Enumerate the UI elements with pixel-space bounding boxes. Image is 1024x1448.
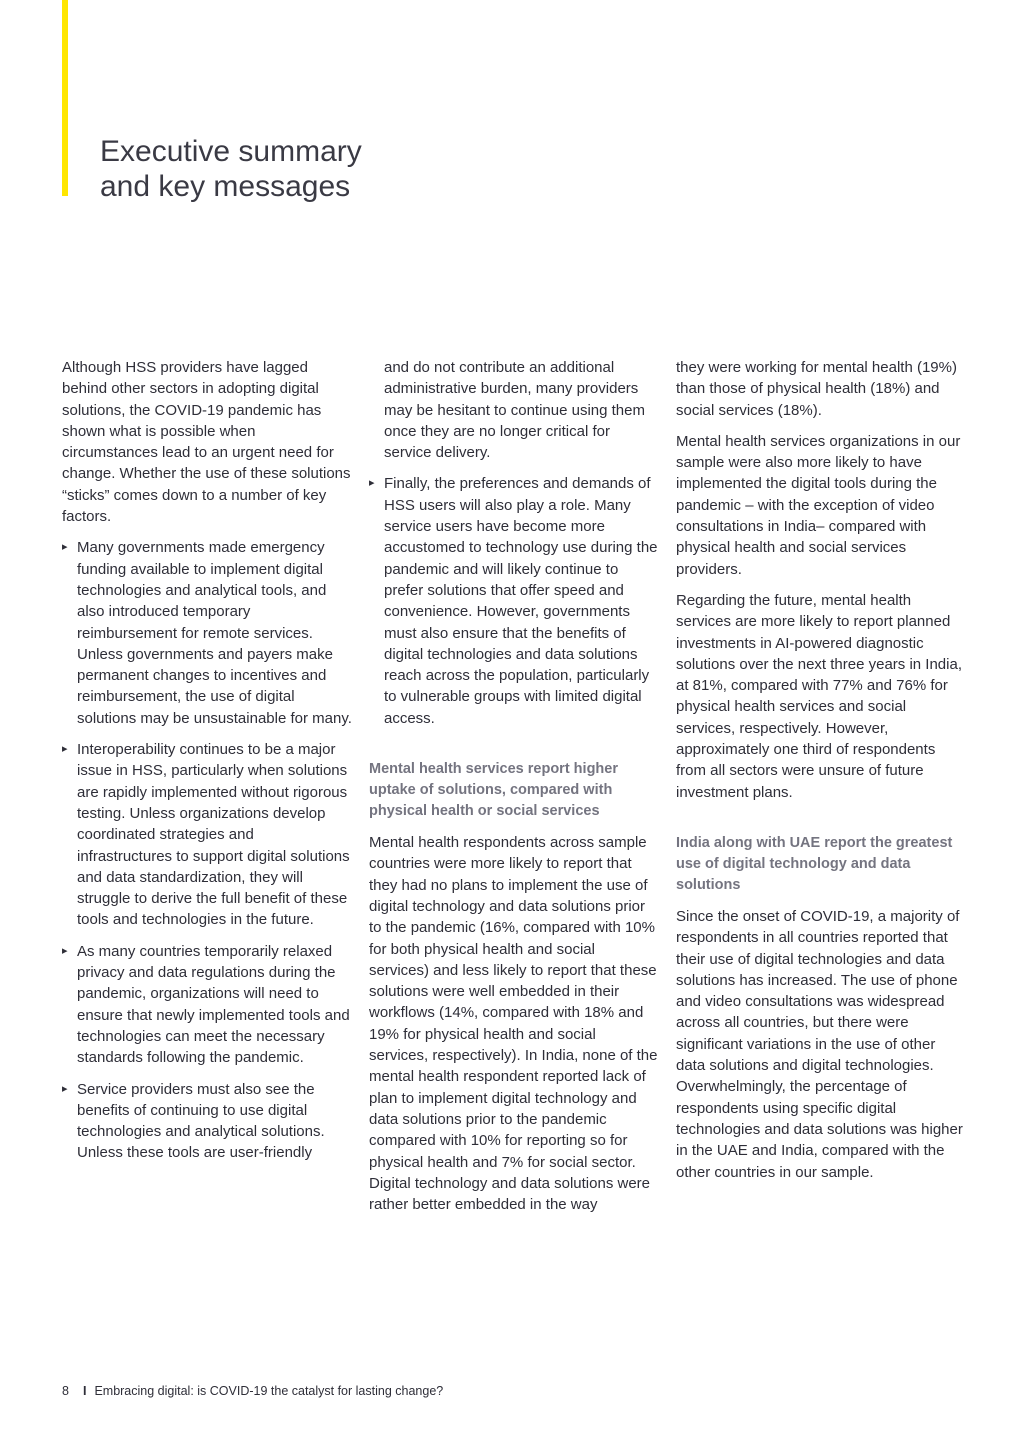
body-paragraph: Since the onset of COVID-19, a majority of respondents in all countries reported that their use of digital technologies and data solutions has increased. The use of phone and video consultations was widespread across all countries, but there were significant variations in the use of other data solutions and digital technologies. Overwhelmingly, the percentage of respondents using specific digital technologies and data solutions was higher in the UAE and India, compared with the other countries in our sample. bbox=[676, 907, 963, 1181]
body-paragraph: Mental health services organizations in our sample were also more likely to have implemented the digital tools during the pandemic – with the exception of video consultations in India– compared with physical health and social services providers. bbox=[676, 432, 961, 578]
column-3 bbox=[676, 357, 966, 1193]
body-paragraph: Mental health respondents across sample countries were more likely to report that they had no plans to implement the use of digital technology and data solutions prior to the pandemic (16%, compared with 10% for both physical health and social services) and less likely to report that these solutions were well embedded in their workflows (14%, compared with 18% and 19% for physical health and social services, respectively). In India, none of the mental health respondent reported lack of plan to implement digital technology and data solutions prior to the pandemic compared with 10% for reporting so for physical health and 7% for social sector. Digital technology and data solutions were rather better embedded in the way bbox=[369, 834, 658, 1214]
section-heading-india-uae: India along with UAE report the greatest use of digital technology and data solutions bbox=[676, 834, 953, 893]
yellow-accent-bar bbox=[62, 0, 68, 196]
list-item: ▸ Interoperability continues to be a major issue in HSS, particularly when solutions are rapidly implemented without rigorous testing. Unless organizations develop coordinated strategies and infrastructures to support digital solutions and data standardization, they will struggle to derive the full benefit of these tools and technologies in the future. bbox=[62, 739, 352, 931]
page-title-line-1: Executive summary bbox=[100, 135, 362, 168]
footer-separator: I bbox=[82, 1384, 87, 1398]
list-item: ▸ As many countries temporarily relaxed privacy and data regulations during the pandemic, organizations will need to ensure that newly implemented tools and technologies can meet the necessary standards following the pandemic. bbox=[62, 941, 352, 1069]
page-title bbox=[100, 134, 362, 204]
publication-title: Embracing digital: is COVID-19 the catalyst for lasting change? bbox=[94, 1384, 444, 1398]
key-factors-list-continued bbox=[369, 473, 659, 729]
page-number: 8 bbox=[62, 1384, 69, 1398]
list-item: ▸ Finally, the preferences and demands of HSS users will also play a role. Many service users have become more accustomed to technology use during the pandemic and will likely continue to prefer solutions that offer speed and convenience. However, governments must also ensure that the benefits of digital technologies and data solutions reach across the population, particularly to vulnerable groups with limited digital access. bbox=[369, 473, 659, 729]
continued-paragraph: they were working for mental health (19%) than those of physical health (18%) and social services (18%). bbox=[676, 359, 957, 419]
list-item: ▸ Service providers must also see the benefits of continuing to use digital technologies and analytical solutions. Unless these tools are user-friendly bbox=[62, 1079, 352, 1164]
key-factors-list bbox=[62, 537, 352, 1163]
intro-paragraph: Although HSS providers have lagged behind other sectors in adopting digital solutions, the COVID-19 pandemic has shown what is possible when circumstances lead to an urgent need for change. Whether the use of these solutions “sticks” comes down to a number of key factors. bbox=[62, 359, 351, 526]
section-heading-mental-health: Mental health services report higher uptake of solutions, compared with physical health or social services bbox=[369, 761, 618, 820]
body-paragraph: Regarding the future, mental health services are more likely to report planned investments in AI-powered diagnostic solutions over the next three years in India, at 81%, compared with 77% and 76% for physical health services and social services, respectively. However, approximately one third of respondents from all sectors were unsure of future investment plans. bbox=[676, 591, 962, 801]
page-footer bbox=[62, 1382, 443, 1400]
page-title-line-2: and key messages bbox=[100, 170, 351, 203]
continued-list-item-text: and do not contribute an additional administrative burden, many providers may be hesitant to continue using them once they are no longer critical for service delivery. bbox=[384, 359, 645, 462]
list-item: ▸ Many governments made emergency funding available to implement digital technologies and analytical tools, and also introduced temporary reimbursement for remote services. Unless governments and payers make permanent changes to incentives and reimbursement, the use of digital solutions may be unsustainable for many. bbox=[62, 537, 352, 729]
column-2 bbox=[369, 357, 659, 1225]
column-1 bbox=[62, 357, 352, 1174]
